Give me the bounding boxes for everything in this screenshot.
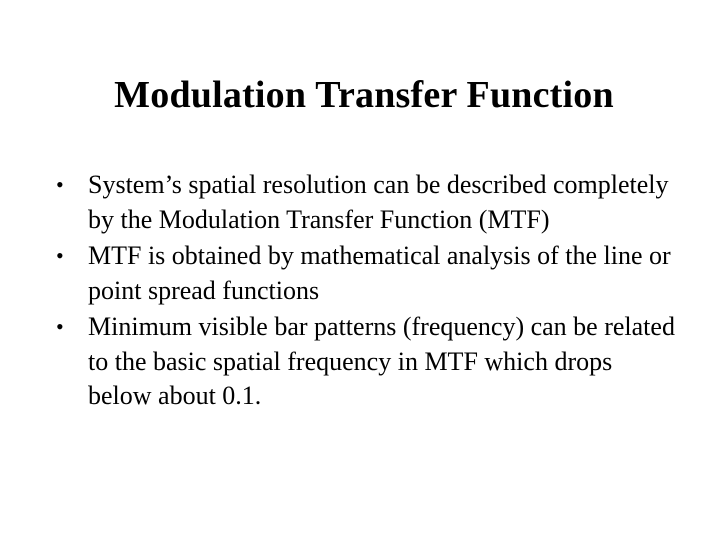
bullet-item (56, 239, 676, 308)
slide-title: Modulation Transfer Function (114, 74, 614, 116)
bullet-text: Minimum visible bar patterns (frequency) can be related to the basic spatial frequency in MTF which drops below about 0.1. (88, 312, 675, 410)
bullet-marker: • (56, 314, 64, 339)
bullet-item (56, 168, 676, 237)
bullet-item (56, 310, 676, 414)
bullet-text: MTF is obtained by mathematical analysis of the line or point spread functions (88, 241, 671, 305)
bullet-marker: • (56, 243, 64, 268)
bullet-text: System’s spatial resolution can be described completely by the Modulation Transfer Function (MTF) (88, 170, 669, 234)
bullet-marker: • (56, 172, 64, 197)
bullet-list (56, 168, 676, 416)
